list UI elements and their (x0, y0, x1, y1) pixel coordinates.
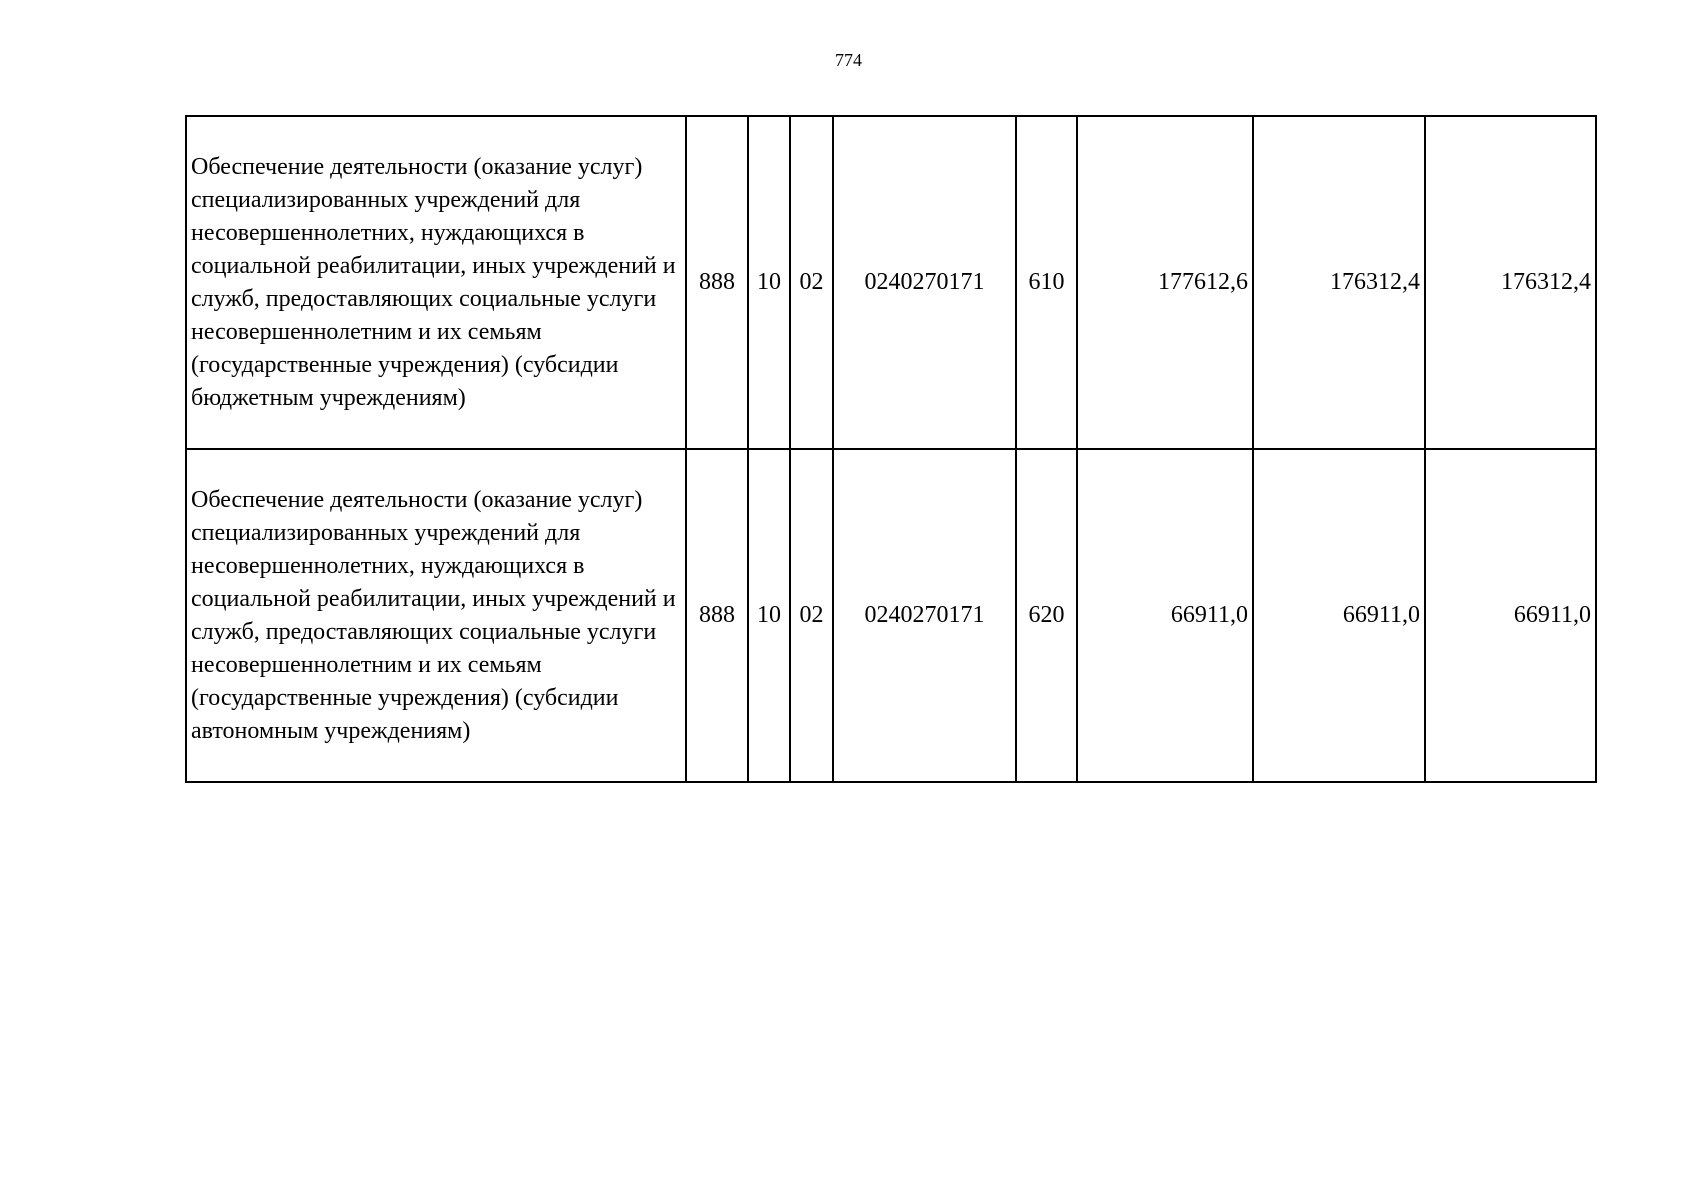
amount-3-cell: 66911,0 (1425, 449, 1596, 782)
table-row (186, 116, 1596, 449)
ministry-code-cell: 888 (686, 449, 748, 782)
section-code-cell: 10 (748, 449, 790, 782)
row-name-cell: Обеспечение деятельности (оказание услуг) специализированных учреждений для несовершеннолетних, нуждающихся в социальной реабилитации, иных учреждений и служб, предоставляющих социальные услуги несовершеннолетним и их семьям (государственные учреждения) (субсидии автономным учреждениям) (186, 449, 686, 782)
expense-type-cell: 620 (1016, 449, 1077, 782)
subsection-code-cell: 02 (790, 116, 833, 449)
target-article-cell: 0240270171 (833, 116, 1016, 449)
page-number: 774 (835, 50, 862, 70)
budget-table (185, 115, 1597, 783)
ministry-code-cell: 888 (686, 116, 748, 449)
amount-1-cell: 177612,6 (1077, 116, 1253, 449)
amount-1-cell: 66911,0 (1077, 449, 1253, 782)
amount-2-cell: 66911,0 (1253, 449, 1425, 782)
section-code-cell: 10 (748, 116, 790, 449)
amount-2-cell: 176312,4 (1253, 116, 1425, 449)
subsection-code-cell: 02 (790, 449, 833, 782)
amount-3-cell: 176312,4 (1425, 116, 1596, 449)
expense-type-cell: 610 (1016, 116, 1077, 449)
target-article-cell: 0240270171 (833, 449, 1016, 782)
row-name-cell: Обеспечение деятельности (оказание услуг) специализированных учреждений для несовершеннолетних, нуждающихся в социальной реабилитации, иных учреждений и служб, предоставляющих социальные услуги несовершеннолетним и их семьям (государственные учреждения) (субсидии бюджетным учреждениям) (186, 116, 686, 449)
table-row (186, 449, 1596, 782)
